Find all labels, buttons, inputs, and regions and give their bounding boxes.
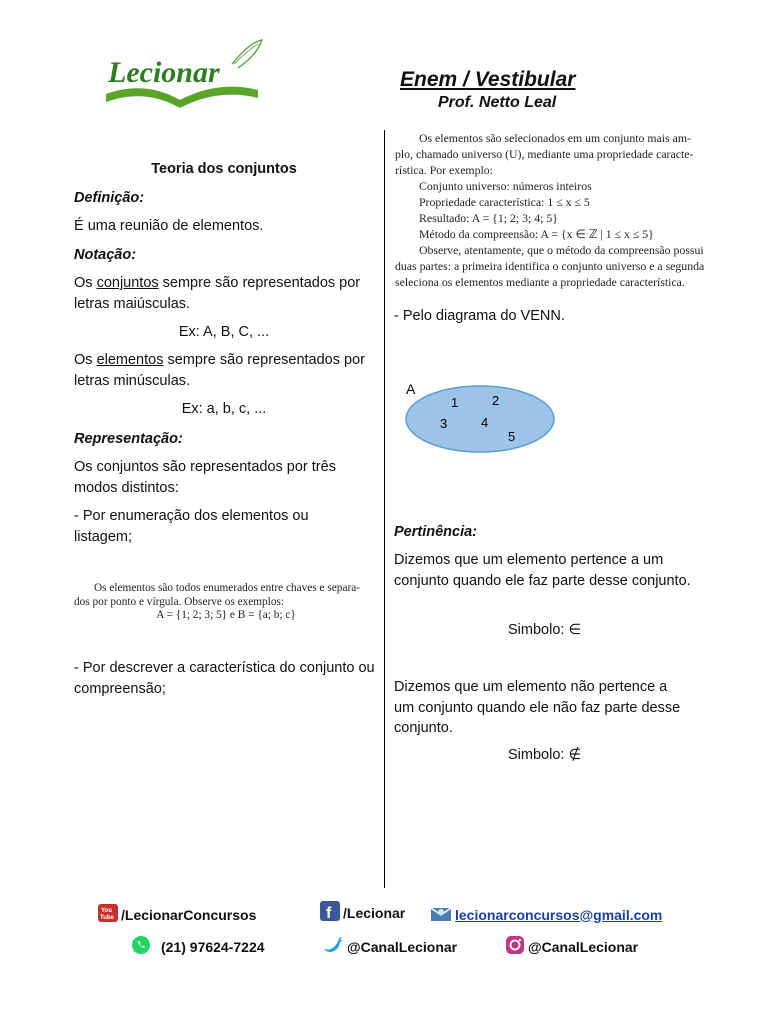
venn-intro: - Pelo diagrama do VENN. [394, 308, 565, 324]
elementos-word: elementos [96, 352, 164, 368]
lecionar-logo [100, 2, 265, 152]
footer-whatsapp[interactable]: (21) 97624-7224 [131, 935, 265, 958]
caracteristica-item: - Por descrever a característica do conjunto ou compreensão; [74, 660, 375, 697]
definicao-heading: Definição: [74, 190, 145, 206]
svg-text:Tube: Tube [100, 915, 114, 921]
elementos-example: Ex: a, b, c, ... [181, 401, 267, 417]
venn-set-label: A [406, 381, 416, 397]
logo-text: Lecionar [108, 56, 220, 89]
excerpt-line: Conjunto universo: números inteiros [419, 179, 592, 193]
footer-instagram[interactable]: @CanalLecionar [505, 935, 638, 958]
excerpt-line: Método da compreensão: A = {x ∈ ℤ | 1 ≤ x ≤ 5} [419, 227, 654, 241]
compreensao-excerpt [395, 130, 745, 290]
pertence-symbol: Simbolo: ∈ [508, 622, 582, 638]
youtube-icon [98, 903, 118, 926]
excerpt-line: Os elementos são selecionados em um conjunto mais am- [419, 131, 691, 145]
svg-text:You: You [101, 908, 112, 914]
column-divider [384, 130, 385, 888]
enumeracao-item: - Por enumeração dos elementos ou listagem; [74, 508, 309, 545]
nao-pertence-text: Dizemos que um elemento não pertence a um conjunto quando ele não faz parte desse conjunto. [394, 679, 681, 736]
venn-element: 5 [508, 429, 516, 444]
excerpt-line: Observe, atentamente, que o método da compreensão possui [419, 243, 704, 257]
email-icon [430, 903, 452, 926]
excerpt-line: Propriedade característica: 1 ≤ x ≤ 5 [419, 195, 590, 209]
venn-element: 3 [440, 416, 448, 431]
professor-name: Prof. Netto Leal [438, 94, 557, 111]
pertence-text: Dizemos que um elemento pertence a um conjunto quando ele faz parte desse conjunto. [394, 552, 691, 589]
nao-pertence-symbol: Simbolo: ∉ [508, 747, 582, 763]
twitter-icon [322, 935, 344, 958]
brand-title: Enem / Vestibular [400, 68, 576, 91]
venn-set-a [406, 386, 554, 452]
excerpt-line: seleciona os elementos mediante a propriedade característica. [395, 275, 685, 289]
representacao-heading: Representação: [74, 431, 183, 447]
representacao-text: Os conjuntos são representados por três modos distintos: [74, 459, 336, 496]
excerpt-line: Resultado: A = {1; 2; 3; 4; 5} [419, 211, 558, 225]
instagram-icon [505, 935, 525, 958]
venn-element: 1 [451, 395, 459, 410]
definicao-text: É uma reunião de elementos. [74, 218, 264, 234]
footer-email[interactable]: lecionarconcursos@gmail.com [430, 903, 662, 926]
footer-facebook[interactable]: f /Lecionar [320, 901, 405, 924]
footer-twitter[interactable]: @CanalLecionar [322, 935, 457, 958]
elementos-paragraph: Os elementos sempre são representados por letras minúsculas. [74, 352, 365, 389]
conjuntos-paragraph: Os conjuntos sempre são representados por letras maiúsculas. [74, 275, 361, 312]
excerpt-line: duas partes: a primeira identifica o conjunto universo e a segunda [395, 259, 705, 273]
venn-diagram [400, 378, 560, 454]
page-title: Teoria dos conjuntos [151, 161, 297, 177]
footer-youtube[interactable]: You Tube /LecionarConcursos [98, 903, 256, 926]
facebook-icon [320, 901, 340, 924]
pertinencia-heading: Pertinência: [394, 524, 477, 540]
notacao-heading: Notação: [74, 247, 137, 263]
enumeracao-excerpt: Os elementos são todos enumerados entre chaves e separa- dos por ponto e vírgula. Observe os exemplos: A = {1; 2; 3; 5} e B = {a; b; c} [74, 582, 361, 621]
excerpt-line: rística. Por exemplo: [395, 163, 493, 177]
conjuntos-example: Ex: A, B, C, ... [178, 324, 270, 340]
whatsapp-icon [131, 935, 151, 958]
svg-text:f: f [326, 905, 332, 921]
venn-element: 4 [481, 415, 489, 430]
venn-element: 2 [492, 393, 500, 408]
conjuntos-word: conjuntos [96, 275, 159, 291]
excerpt-line: plo, chamado universo (U), mediante uma propriedade caracte- [395, 147, 694, 161]
